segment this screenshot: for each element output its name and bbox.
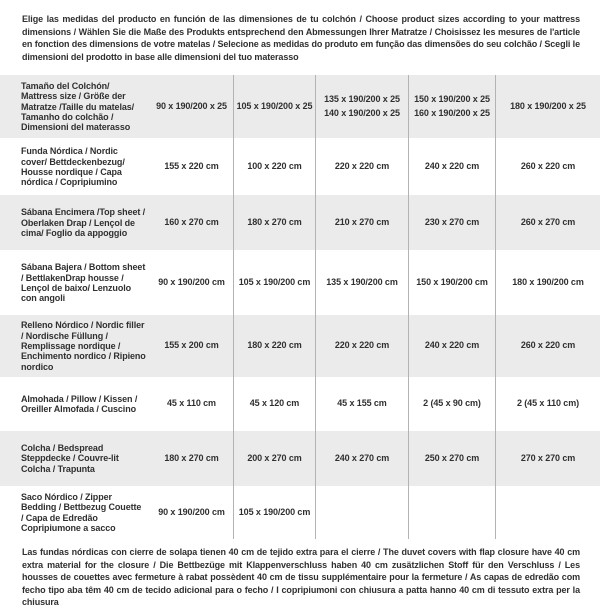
size-value-cell [315, 431, 408, 486]
size-value-line: 105 x 190/200 x 25 [236, 101, 313, 112]
mattress-size-cell [233, 75, 315, 138]
size-value-line: 180 x 270 cm [164, 452, 219, 463]
size-value-line: 45 x 110 cm [167, 398, 216, 409]
size-value-line: 105 x 190/200 cm [238, 277, 311, 288]
product-label-cell: Colcha / Bedspread Steppdecke / Couvre-lit Colcha / Trapunta [21, 443, 119, 474]
size-value-cell [150, 431, 233, 486]
size-value-cell [233, 377, 315, 431]
size-value-line: 180 x 270 cm [247, 217, 302, 228]
size-value-cell [233, 250, 315, 315]
size-value-cell [315, 486, 408, 539]
table-row [0, 138, 600, 195]
size-value-cell [495, 431, 600, 486]
size-value-line: 180 x 190/200 x 25 [510, 101, 586, 112]
size-value-cell [150, 315, 233, 377]
size-value-line: 100 x 220 cm [247, 161, 302, 172]
size-value-cell [408, 486, 495, 539]
table-row [0, 250, 600, 315]
size-value-cell [315, 377, 408, 431]
product-label-cell: Tamaño del Colchón/ Mattress size / Größe der Matratze /Taille du matelas/ Tamanho do colchão / Dimensioni del materasso [21, 81, 135, 133]
size-value-cell [150, 377, 233, 431]
table-row [0, 315, 600, 377]
size-value-line: 90 x 190/200 x 25 [156, 101, 227, 112]
size-value-line: 270 x 270 cm [520, 452, 576, 463]
size-value-line: 135 x 190/200 x 25 [324, 94, 400, 105]
mattress-size-cell [315, 75, 408, 138]
size-value-cell [233, 195, 315, 250]
size-value-cell [233, 138, 315, 195]
size-value-line: 260 x 220 cm [520, 340, 576, 351]
table-row [0, 431, 600, 486]
product-label-cell: Almohada / Pillow / Kissen / Oreiller Almofada / Cuscino [21, 393, 138, 415]
size-value-cell [408, 250, 495, 315]
size-value-cell [408, 195, 495, 250]
mattress-size-cell [408, 75, 495, 138]
table-row [0, 486, 600, 539]
size-value-line: 240 x 220 cm [424, 161, 480, 172]
size-value-line: 220 x 220 cm [334, 340, 390, 351]
size-value-cell [233, 315, 315, 377]
size-value-cell [233, 486, 315, 539]
size-value-line: 90 x 190/200 cm [158, 506, 225, 517]
size-value-cell [408, 431, 495, 486]
size-value-line: 260 x 270 cm [520, 217, 576, 228]
size-value-line: 150 x 190/200 x 25 [414, 94, 490, 105]
size-value-line: 2 (45 x 90 cm) [423, 398, 481, 409]
size-value-cell [408, 315, 495, 377]
size-value-cell [495, 377, 600, 431]
size-value-cell [408, 377, 495, 431]
size-value-line: 180 x 190/200 cm [512, 277, 584, 288]
product-label-cell: Funda Nórdica / Nordic cover/ Bettdeckenbezug/ Housse nordique / Capa nórdica / Copripiumino [21, 146, 125, 188]
size-value-cell [495, 315, 600, 377]
size-value-cell [315, 195, 408, 250]
size-value-line: 200 x 270 cm [247, 452, 302, 463]
size-value-line: 180 x 220 cm [247, 340, 302, 351]
size-value-cell [408, 138, 495, 195]
size-value-cell [315, 250, 408, 315]
size-value-cell [315, 138, 408, 195]
size-value-line: 230 x 270 cm [424, 217, 480, 228]
size-value-cell [495, 138, 600, 195]
size-value-line: 45 x 155 cm [337, 398, 387, 409]
footer-note: Las fundas nórdicas con cierre de solapa tienen 40 cm de tejido extra para el cierre / The duvet covers with flap closure have 40 cm extra material for the closure / Die Bettbezüge mit Klappenverschluss haben 40 cm zusätzlichen Stoff für den Verschluss / Les housses de couettes avec fermeture à rabat possèdent 40 cm de tissu supplémentaire pour la fermeture / As capas de edredão com fecho tipo aba têm 40 cm de tecido adicional para o fecho / I copripiumoni con chiusura a patta hanno 40 cm di tessuto extra per la chiusura [22, 547, 580, 608]
size-value-cell [495, 195, 600, 250]
size-value-line: 135 x 190/200 cm [326, 277, 398, 288]
size-value-line: 90 x 190/200 cm [158, 277, 225, 288]
size-value-line: 240 x 220 cm [424, 340, 480, 351]
intro-text: Elige las medidas del producto en función de las dimensiones de tu colchón / Choose product sizes according to your mattress dimensions / Wählen Sie die Maße des Produkts entsprechend den Abmessungen Ihrer Matratze / Choisissez les mesures de l'article en fonction des dimensions de votre matelas / Selecione as medidas do produto em função das dimensões do seu colchão / Scegli le dimensioni del prodotto in base alle dimensioni del tuo materasso [22, 14, 580, 62]
size-value-cell [150, 250, 233, 315]
size-value-line: 160 x 270 cm [164, 217, 219, 228]
mattress-size-cell [495, 75, 600, 138]
size-value-line: 260 x 220 cm [520, 161, 576, 172]
size-value-cell [233, 431, 315, 486]
size-value-line: 220 x 220 cm [334, 161, 390, 172]
product-label-cell: Sábana Encimera /Top sheet / Oberlaken Drap / Lençol de cima/ Foglio da appoggio [21, 207, 146, 239]
product-label-cell: Relleno Nórdico / Nordic filler / Nordische Füllung / Remplissage nordique / Enchimento nordico / Ripieno nordico [21, 320, 146, 372]
table-row [0, 377, 600, 431]
size-value-cell [315, 315, 408, 377]
size-value-line: 240 x 270 cm [334, 452, 390, 463]
product-label-cell: Saco Nórdico / Zipper Bedding / Bettbezug Couette / Capa de Edredão Copripiumone a sacco [21, 491, 142, 533]
size-value-line: 155 x 200 cm [164, 340, 219, 351]
size-value-line: 105 x 190/200 cm [238, 506, 311, 517]
size-value-cell [495, 250, 600, 315]
mattress-size-cell [150, 75, 233, 138]
size-value-line: 160 x 190/200 x 25 [414, 107, 490, 118]
size-guide-page [0, 13, 600, 613]
size-value-cell [150, 138, 233, 195]
size-value-line: 2 (45 x 110 cm) [516, 398, 580, 409]
size-table [0, 75, 600, 539]
size-value-line: 150 x 190/200 cm [416, 277, 488, 288]
size-value-cell [150, 195, 233, 250]
size-value-line: 140 x 190/200 x 25 [324, 107, 400, 118]
size-value-cell [495, 486, 600, 539]
size-value-cell [150, 486, 233, 539]
size-value-line: 250 x 270 cm [424, 452, 480, 463]
size-value-line: 155 x 220 cm [164, 161, 219, 172]
product-label-cell: Sábana Bajera / Bottom sheet / BettlakenDrap housse / Lençol de baixo/ Lenzuolo con angoli [21, 262, 146, 304]
size-value-line: 45 x 120 cm [249, 398, 300, 409]
size-value-line: 210 x 270 cm [334, 217, 390, 228]
table-row [0, 195, 600, 250]
table-header-row [0, 75, 600, 138]
